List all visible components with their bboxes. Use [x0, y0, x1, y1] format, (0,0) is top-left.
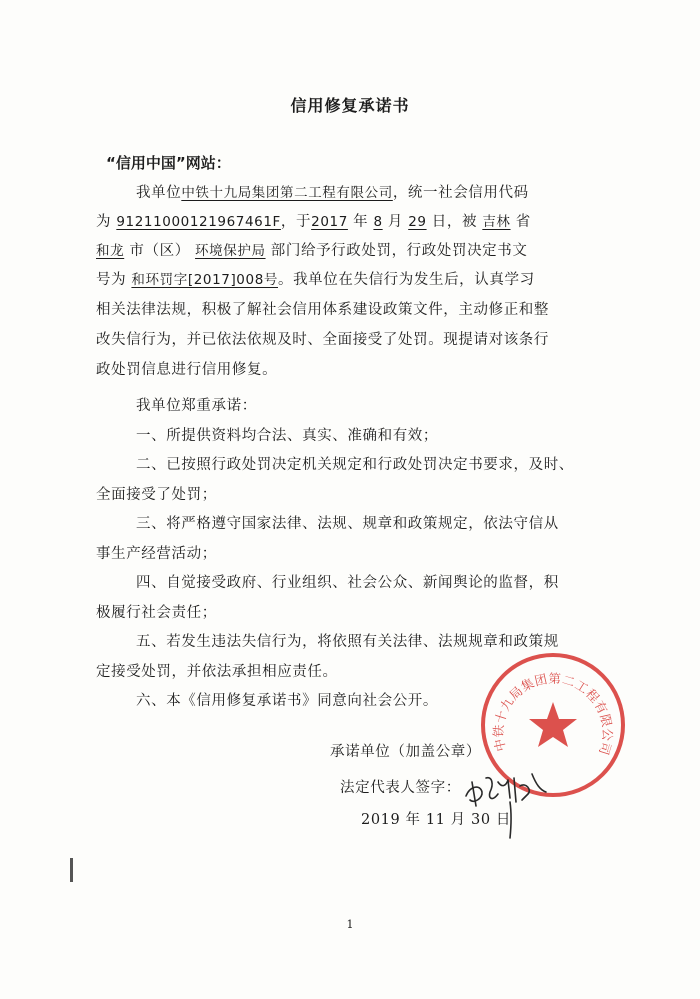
commitment-2: 二、已按照行政处罚决定机关规定和行政处罚决定书要求，及时、	[136, 457, 574, 473]
para-line: 政处罚信息进行信用修复。	[96, 362, 278, 378]
province-field: 吉林	[482, 214, 511, 230]
decision-number-field: 和环罚字[2017]008号	[131, 272, 278, 288]
signature-icon	[462, 764, 552, 844]
commitment-3: 三、将严格遵守国家法律、法规、规章和政策规定，依法守信从	[136, 516, 559, 532]
commitment-6: 六、本《信用修复承诺书》同意向社会公开。	[136, 693, 438, 709]
company-name-field: 中铁十九局集团第二工程有限公司	[181, 185, 393, 201]
addressee: “信用中国”网站：	[106, 154, 231, 172]
para-line: 号为 和环罚字[2017]008号。我单位在失信行为发生后，认真学习	[96, 272, 535, 288]
signing-date: 2019 年 11 月 30 日	[361, 812, 511, 828]
para-line: 和龙 市（区） 环境保护局 部门给予行政处罚，行政处罚决定书文	[96, 243, 528, 259]
para-line: 极履行社会责任；	[96, 605, 217, 621]
svg-text:中铁十九局集团第二工程有限公司: 中铁十九局集团第二工程有限公司	[490, 670, 616, 758]
para-line: 全面接受了处罚；	[96, 487, 217, 503]
page-edge-mark	[70, 858, 73, 882]
para-line: 我单位中铁十九局集团第二工程有限公司，统一社会信用代码	[136, 185, 529, 201]
commitment-4: 四、自觉接受政府、行业组织、社会公众、新闻舆论的监督，积	[136, 575, 559, 591]
legal-rep-label: 法定代表人签字：	[340, 780, 461, 796]
para-line: 定接受处罚，并依法承担相应责任。	[96, 664, 338, 680]
commitment-5: 五、若发生违法失信行为，将依照有关法律、法规规章和政策规	[136, 634, 559, 650]
commitment-1: 一、所提供资料均合法、真实、准确和有效；	[136, 428, 438, 444]
credit-code-field: 91211000121967461F	[116, 214, 281, 230]
para-line: 事生产经营活动；	[96, 546, 217, 562]
para-line: 为 91211000121967461F，于2017 年 8 月 29 日，被 吉林 省	[96, 214, 531, 230]
department-field: 环境保护局	[195, 243, 266, 259]
para-line: 改失信行为，并已依法依规及时、全面接受了处罚。现提请对该条行	[96, 332, 549, 348]
document-title: 信用修复承诺书	[290, 96, 410, 115]
para-line: 相关法律法规，积极了解社会信用体系建设政策文件，主动修正和整	[96, 302, 549, 318]
para-line: 我单位郑重承诺：	[136, 398, 257, 414]
day-field: 29	[408, 214, 427, 230]
sign-unit-label: 承诺单位（加盖公章）	[330, 744, 481, 760]
year-field: 2017	[311, 214, 348, 230]
city-field: 和龙	[96, 243, 125, 259]
page-number: 1	[346, 918, 354, 931]
month-field: 8	[373, 214, 383, 230]
